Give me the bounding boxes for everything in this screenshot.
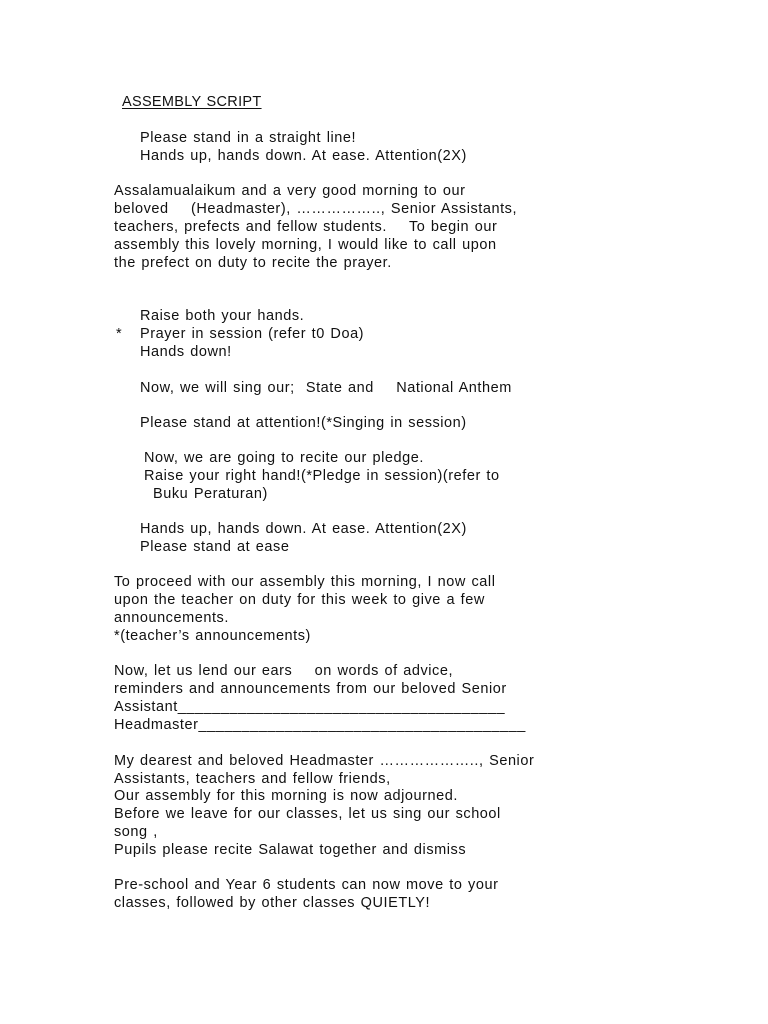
script-line-8: Raise both your hands.: [140, 308, 305, 324]
script-line-4: beloved (Headmaster), …………….., Senior Assistants,: [114, 201, 518, 217]
script-line-7: the prefect on duty to recite the prayer.: [114, 255, 392, 271]
script-line-27: Assistants, teachers and fellow friends,: [114, 771, 391, 787]
bullet-asterisk: *: [116, 326, 123, 342]
script-line-30: song ,: [114, 824, 158, 840]
script-line-29: Before we leave for our classes, let us sing our school: [114, 806, 501, 822]
script-line-18: To proceed with our assembly this morning, I now call: [114, 574, 496, 590]
script-line-23: reminders and announcements from our beloved Senior: [114, 681, 507, 697]
script-line-31: Pupils please recite Salawat together and dismiss: [114, 842, 467, 858]
script-line-9: Prayer in session (refer t0 Doa): [140, 326, 365, 342]
script-line-24: Assistant______________________________________: [114, 699, 506, 715]
script-line-12: Please stand at attention!(*Singing in session): [140, 415, 467, 431]
script-line-1: Please stand in a straight line!: [140, 130, 357, 146]
script-line-6: assembly this lovely morning, I would like to call upon: [114, 237, 497, 253]
script-line-21: *(teacher’s announcements): [114, 628, 311, 644]
script-line-28: Our assembly for this morning is now adjourned.: [114, 788, 458, 804]
script-line-5: teachers, prefects and fellow students. To begin our: [114, 219, 498, 235]
document-title: ASSEMBLY SCRIPT: [122, 94, 262, 110]
script-line-20: announcements.: [114, 610, 229, 626]
script-line-11: Now, we will sing our; State and National Anthem: [140, 380, 512, 396]
script-line-16: Hands up, hands down. At ease. Attention(2X): [140, 521, 467, 537]
script-line-17: Please stand at ease: [140, 539, 290, 555]
script-line-2: Hands up, hands down. At ease. Attention(2X): [140, 148, 467, 164]
script-line-25: Headmaster______________________________________: [114, 717, 526, 733]
script-line-19: upon the teacher on duty for this week to give a few: [114, 592, 485, 608]
script-line-13: Now, we are going to recite our pledge.: [144, 450, 424, 466]
script-line-15: Buku Peraturan): [153, 486, 268, 502]
script-line-22: Now, let us lend our ears on words of advice,: [114, 663, 454, 679]
script-line-26: My dearest and beloved Headmaster ……………….., Senior: [114, 753, 535, 769]
script-line-33: classes, followed by other classes QUIETLY!: [114, 895, 431, 911]
script-line-14: Raise your right hand!(*Pledge in session)(refer to: [144, 468, 500, 484]
script-line-3: Assalamualaikum and a very good morning to our: [114, 183, 466, 199]
script-line-32: Pre-school and Year 6 students can now move to your: [114, 877, 499, 893]
script-line-10: Hands down!: [140, 344, 232, 360]
